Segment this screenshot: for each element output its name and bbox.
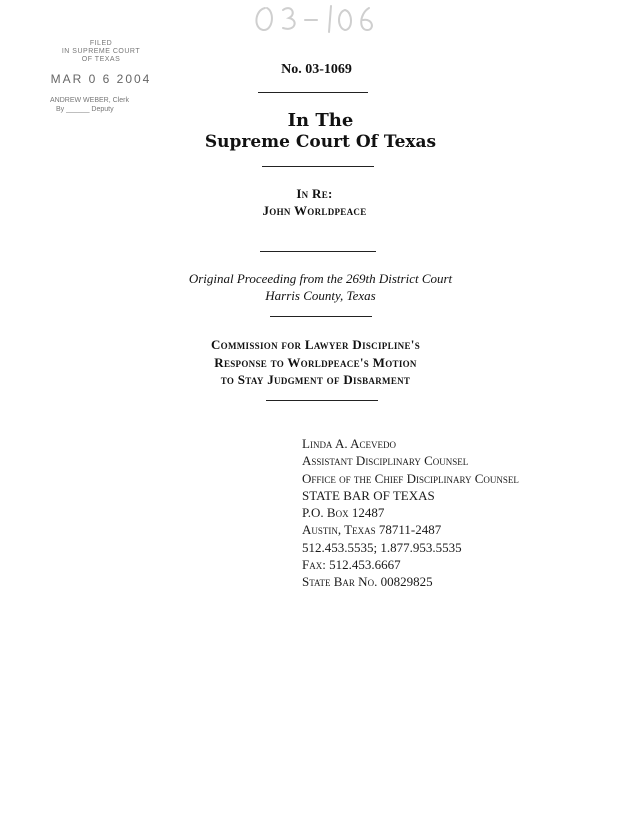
stamp-state-line: OF TEXAS [81, 56, 121, 63]
case-number: No. 03-1069 [281, 62, 352, 77]
counsel-phone: 512.453.5535; 1.877.953.5535 [302, 539, 462, 555]
proceeding-line-1: Original Proceeding from the 269th District Court [188, 271, 453, 286]
counsel-organization: STATE BAR OF TEXAS [302, 487, 435, 503]
stamp-court-line: IN SUPREME COURT [61, 48, 141, 55]
divider [270, 316, 372, 317]
counsel-bar-number: State Bar No. 00829825 [302, 574, 433, 590]
document-title-line-3: to Stay Judgment of Disbarment [220, 372, 411, 387]
stamp-deputy-line: By ______ Deputy [56, 106, 114, 113]
handwritten-docket-mark [245, 0, 385, 40]
stamp-filed: FILED [89, 40, 113, 47]
divider [266, 400, 378, 401]
counsel-office: Office of the Chief Disciplinary Counsel [302, 470, 519, 486]
caption-party: John Worldpeace [262, 203, 367, 218]
divider [258, 92, 368, 93]
caption-in-re: In Re: [296, 186, 333, 201]
counsel-signature-block [302, 435, 519, 591]
divider [260, 251, 376, 252]
document-title [0, 336, 634, 389]
counsel-po-box: P.O. Box 12487 [302, 505, 385, 521]
counsel-city: Austin, Texas 78711-2487 [302, 522, 442, 538]
document-title-line-2: Response to Worldpeace's Motion [214, 354, 417, 370]
court-heading-in-the: In The [287, 110, 354, 131]
counsel-name: Linda A. Acevedo [302, 436, 397, 451]
proceeding-line-2: Harris County, Texas [265, 288, 376, 303]
counsel-role: Assistant Disciplinary Counsel [302, 453, 469, 469]
stamp-date: MAR 0 6 2004 [50, 72, 152, 86]
divider [262, 166, 374, 167]
counsel-fax: Fax: 512.453.6667 [302, 557, 401, 573]
stamp-clerk: ANDREW WEBER, Clerk [50, 97, 129, 104]
court-name: Supreme Court Of Texas [204, 132, 437, 152]
document-title-line-1: Commission for Lawyer Discipline's [210, 337, 421, 352]
